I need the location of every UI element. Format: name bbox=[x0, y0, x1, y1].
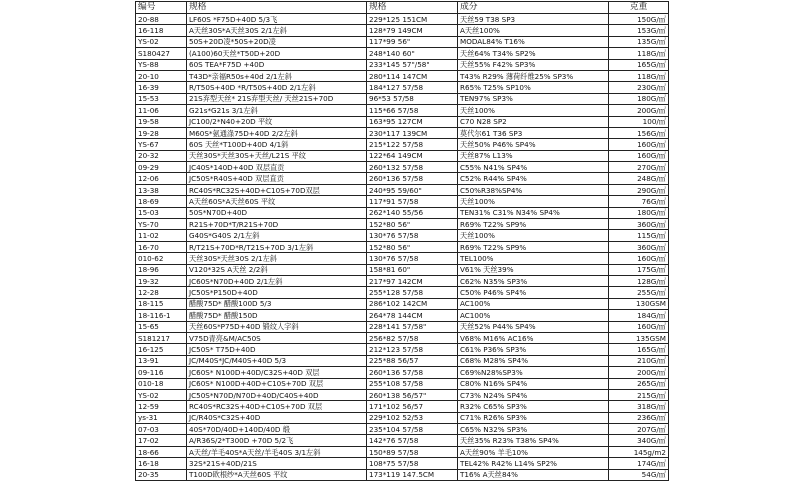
header-code: 编号 bbox=[136, 2, 187, 14]
cell-spec-size: 142*76 57/58 bbox=[367, 435, 458, 446]
table-row bbox=[136, 82, 669, 93]
cell-spec-size: 130*76 57/58 bbox=[367, 253, 458, 264]
table-row bbox=[136, 298, 669, 309]
table-row bbox=[136, 310, 669, 321]
cell-composition: R69% T22% SP9% bbox=[458, 241, 609, 252]
cell-weight: 230G/㎡ bbox=[609, 82, 669, 93]
cell-code: YS-02 bbox=[136, 389, 187, 400]
cell-weight: 200G/㎡ bbox=[609, 105, 669, 116]
cell-code: 18-115 bbox=[136, 298, 187, 309]
cell-spec-name: M60S*氨通涤75D+40D 2/2左斜 bbox=[187, 127, 367, 138]
table-row bbox=[136, 173, 669, 184]
cell-spec-size: 260*136 57/58 bbox=[367, 173, 458, 184]
cell-spec-name: JC/R40S*C32S+40D bbox=[187, 412, 367, 423]
cell-spec-size: 96*53 57/58 bbox=[367, 93, 458, 104]
cell-spec-size: 122*64 149CM bbox=[367, 150, 458, 161]
cell-spec-name: R/T50S+40D *R/T50S+40D 2/1左斜 bbox=[187, 82, 367, 93]
cell-spec-name: T100D欧根纱*A天丝60S 平纹 bbox=[187, 469, 367, 480]
cell-weight: 160G/㎡ bbox=[609, 321, 669, 332]
cell-code: 19-28 bbox=[136, 127, 187, 138]
table-row bbox=[136, 14, 669, 25]
cell-code: 20-10 bbox=[136, 70, 187, 81]
cell-composition: V61% 天丝39% bbox=[458, 264, 609, 275]
cell-code: ys-31 bbox=[136, 412, 187, 423]
cell-spec-name: 60S TEA*F75D +40D bbox=[187, 59, 367, 70]
cell-weight: 54G/㎡ bbox=[609, 469, 669, 480]
cell-weight: 153G/㎡ bbox=[609, 25, 669, 36]
cell-code: 19-58 bbox=[136, 116, 187, 127]
cell-spec-size: 215*122 57/58 bbox=[367, 139, 458, 150]
cell-composition: C71% R26% SP3% bbox=[458, 412, 609, 423]
cell-spec-name: 天丝30S*天丝30S 2/1左斜 bbox=[187, 253, 367, 264]
table-row bbox=[136, 59, 669, 70]
cell-weight: 184G/㎡ bbox=[609, 310, 669, 321]
cell-spec-size: 212*123 57/58 bbox=[367, 344, 458, 355]
cell-code: 13-91 bbox=[136, 355, 187, 366]
cell-weight: 248G/㎡ bbox=[609, 173, 669, 184]
cell-composition: C62% N35% SP3% bbox=[458, 275, 609, 286]
cell-code: 09-116 bbox=[136, 367, 187, 378]
cell-weight: 100/㎡ bbox=[609, 116, 669, 127]
table-row bbox=[136, 116, 669, 127]
cell-spec-name: 21S弃型天丝* 21S弃型天丝/ 天丝21S+70D bbox=[187, 93, 367, 104]
cell-spec-size: 117*91 57/58 bbox=[367, 196, 458, 207]
cell-spec-name: A天丝30S*A天丝30S 2/1左斜 bbox=[187, 25, 367, 36]
cell-weight: 150G/㎡ bbox=[609, 14, 669, 25]
cell-spec-size: 130*76 57/58 bbox=[367, 230, 458, 241]
cell-spec-size: 115*66 57/58 bbox=[367, 105, 458, 116]
cell-weight: 210G/㎡ bbox=[609, 355, 669, 366]
cell-code: 13-38 bbox=[136, 184, 187, 195]
cell-spec-size: 108*75 57/58 bbox=[367, 458, 458, 469]
cell-spec-size: 230*117 139CM bbox=[367, 127, 458, 138]
table-row bbox=[136, 241, 669, 252]
table-row bbox=[136, 36, 669, 47]
cell-spec-size: 286*102 142CM bbox=[367, 298, 458, 309]
cell-spec-name: R21S+70D*T/R21S+70D bbox=[187, 219, 367, 230]
table-row bbox=[136, 287, 669, 298]
cell-spec-size: 158*81 60" bbox=[367, 264, 458, 275]
cell-code: 16-39 bbox=[136, 82, 187, 93]
cell-code: 16-70 bbox=[136, 241, 187, 252]
cell-code: 18-96 bbox=[136, 264, 187, 275]
cell-weight: 160G/㎡ bbox=[609, 253, 669, 264]
cell-spec-size: 152*80 56" bbox=[367, 241, 458, 252]
cell-spec-name: JC/M40S*JC/M40S+40D 5/3 bbox=[187, 355, 367, 366]
table-row bbox=[136, 25, 669, 36]
cell-code: 16-18 bbox=[136, 458, 187, 469]
fabric-spec-table bbox=[135, 1, 669, 481]
cell-composition: C69%N28%SP3% bbox=[458, 367, 609, 378]
cell-spec-size: 173*119 147.5CM bbox=[367, 469, 458, 480]
table-row bbox=[136, 401, 669, 412]
cell-composition: V68% M16% AC16% bbox=[458, 332, 609, 343]
cell-spec-size: 260*136 57/58 bbox=[367, 367, 458, 378]
cell-spec-size: 248*140 60" bbox=[367, 48, 458, 59]
table-row bbox=[136, 70, 669, 81]
cell-spec-size: 228*141 57/58" bbox=[367, 321, 458, 332]
cell-spec-name: JC100/2*N40+20D 平纹 bbox=[187, 116, 367, 127]
cell-spec-size: 225*88 56/57 bbox=[367, 355, 458, 366]
cell-code: 18-116-1 bbox=[136, 310, 187, 321]
cell-weight: 135GSM bbox=[609, 332, 669, 343]
cell-composition: 天丝100% bbox=[458, 105, 609, 116]
cell-code: 18-69 bbox=[136, 196, 187, 207]
cell-weight: 255G/㎡ bbox=[609, 287, 669, 298]
cell-code: YS-70 bbox=[136, 219, 187, 230]
cell-composition: 天丝87% L13% bbox=[458, 150, 609, 161]
cell-composition: AC100% bbox=[458, 298, 609, 309]
table-row bbox=[136, 127, 669, 138]
cell-spec-name: T43D*亲福R50s+40d 2/1左斜 bbox=[187, 70, 367, 81]
cell-spec-name: A天丝60S*A天丝60S 平纹 bbox=[187, 196, 367, 207]
cell-spec-name: V75D青亮&M/AC50S bbox=[187, 332, 367, 343]
cell-composition: TEN31% C31% N34% SP4% bbox=[458, 207, 609, 218]
cell-code: S180427 bbox=[136, 48, 187, 59]
cell-spec-name: 天丝60S*P75D+40D 锻纹人字斜 bbox=[187, 321, 367, 332]
cell-composition: C50% P46% SP4% bbox=[458, 287, 609, 298]
cell-spec-name: RC40S*RC32S+40D+C10S+70D 双层 bbox=[187, 401, 367, 412]
cell-code: 15-03 bbox=[136, 207, 187, 218]
cell-spec-name: 32S*21S+40D/21S bbox=[187, 458, 367, 469]
cell-composition: 天丝59 T38 SP3 bbox=[458, 14, 609, 25]
table-row bbox=[136, 139, 669, 150]
table-row bbox=[136, 355, 669, 366]
cell-composition: 天丝64% T34% SP2% bbox=[458, 48, 609, 59]
cell-weight: 118G/㎡ bbox=[609, 70, 669, 81]
table-row bbox=[136, 150, 669, 161]
cell-code: 17-02 bbox=[136, 435, 187, 446]
cell-weight: 145g/m2 bbox=[609, 446, 669, 457]
cell-weight: 265G/㎡ bbox=[609, 378, 669, 389]
cell-weight: 207G/㎡ bbox=[609, 424, 669, 435]
cell-spec-size: 150*89 57/58 bbox=[367, 446, 458, 457]
cell-spec-size: 264*78 144CM bbox=[367, 310, 458, 321]
cell-weight: 360G/㎡ bbox=[609, 219, 669, 230]
cell-weight: 135G/㎡ bbox=[609, 36, 669, 47]
cell-code: 16-125 bbox=[136, 344, 187, 355]
cell-code: 12-28 bbox=[136, 287, 187, 298]
cell-weight: 175G/㎡ bbox=[609, 264, 669, 275]
cell-weight: 360G/㎡ bbox=[609, 241, 669, 252]
cell-spec-name: LF60S *F75D+40D 5/3飞 bbox=[187, 14, 367, 25]
cell-weight: 270G/㎡ bbox=[609, 162, 669, 173]
cell-code: 11-06 bbox=[136, 105, 187, 116]
table-row bbox=[136, 196, 669, 207]
cell-code: 20-32 bbox=[136, 150, 187, 161]
cell-code: 15-65 bbox=[136, 321, 187, 332]
cell-spec-size: 260*132 57/58 bbox=[367, 162, 458, 173]
table-row bbox=[136, 207, 669, 218]
cell-spec-name: V120*32S A天丝 2/2斜 bbox=[187, 264, 367, 275]
cell-code: S181217 bbox=[136, 332, 187, 343]
cell-spec-name: R/T21S+70D*R/T21S+70D 3/1左斜 bbox=[187, 241, 367, 252]
cell-composition: C80% N16% SP4% bbox=[458, 378, 609, 389]
cell-spec-size: 229*102 52/53 bbox=[367, 412, 458, 423]
cell-composition: C61% P36% SP3% bbox=[458, 344, 609, 355]
cell-spec-name: G21s*G21s 3/1左斜 bbox=[187, 105, 367, 116]
cell-code: 16-118 bbox=[136, 25, 187, 36]
cell-composition: A天丝90% 羊毛10% bbox=[458, 446, 609, 457]
cell-spec-name: A天丝/羊毛40S*A天丝/羊毛40S 3/1左斜 bbox=[187, 446, 367, 457]
cell-spec-size: 184*127 57/58 bbox=[367, 82, 458, 93]
cell-spec-name: JC50S*N70D/N70D+40D/C40S+40D bbox=[187, 389, 367, 400]
cell-weight: 290G/㎡ bbox=[609, 184, 669, 195]
table-row bbox=[136, 412, 669, 423]
cell-code: 20-35 bbox=[136, 469, 187, 480]
cell-spec-name: RC40S*RC32S+40D+C10S+70D双层 bbox=[187, 184, 367, 195]
cell-spec-name: G40S*G40S 2/1左斜 bbox=[187, 230, 367, 241]
table-row bbox=[136, 321, 669, 332]
cell-spec-name: JC50S*P150D+40D bbox=[187, 287, 367, 298]
cell-code: 09-29 bbox=[136, 162, 187, 173]
cell-code: 07-03 bbox=[136, 424, 187, 435]
cell-spec-name: 醋酸75D* 醋酸100D 5/3 bbox=[187, 298, 367, 309]
cell-weight: 160G/㎡ bbox=[609, 139, 669, 150]
cell-spec-name: 50S*N70D+40D bbox=[187, 207, 367, 218]
cell-spec-name: 40S*70D/40D+140D/40D 缎 bbox=[187, 424, 367, 435]
cell-code: 20-88 bbox=[136, 14, 187, 25]
cell-code: 010-18 bbox=[136, 378, 187, 389]
cell-weight: 165G/㎡ bbox=[609, 59, 669, 70]
cell-weight: 156G/㎡ bbox=[609, 127, 669, 138]
table-row bbox=[136, 389, 669, 400]
cell-composition: T16% A天丝84% bbox=[458, 469, 609, 480]
cell-composition: 天丝100% bbox=[458, 196, 609, 207]
table-row bbox=[136, 378, 669, 389]
cell-spec-size: 262*140 55/56 bbox=[367, 207, 458, 218]
cell-spec-name: (A100)60天丝*T50D+20D bbox=[187, 48, 367, 59]
cell-weight: 174G/㎡ bbox=[609, 458, 669, 469]
cell-code: 19-32 bbox=[136, 275, 187, 286]
cell-spec-name: A/R36S/2*T300D +70D 5/2飞 bbox=[187, 435, 367, 446]
cell-weight: 180G/㎡ bbox=[609, 93, 669, 104]
cell-composition: 天丝50% P46% SP4% bbox=[458, 139, 609, 150]
cell-spec-name: 天丝30S*天丝30S+天丝/L21S 平纹 bbox=[187, 150, 367, 161]
cell-composition: C55% N41% SP4% bbox=[458, 162, 609, 173]
table-row bbox=[136, 367, 669, 378]
cell-composition: AC100% bbox=[458, 310, 609, 321]
table-row bbox=[136, 184, 669, 195]
cell-weight: 128G/㎡ bbox=[609, 275, 669, 286]
cell-composition: 天丝52% P44% SP4% bbox=[458, 321, 609, 332]
cell-composition: C70 N28 SP2 bbox=[458, 116, 609, 127]
cell-spec-size: 152*80 56" bbox=[367, 219, 458, 230]
table-row bbox=[136, 48, 669, 59]
cell-weight: 115G/㎡ bbox=[609, 230, 669, 241]
cell-weight: 318G/㎡ bbox=[609, 401, 669, 412]
cell-spec-name: JC60S* N100D+40D+C10S+70D 双层 bbox=[187, 378, 367, 389]
cell-spec-name: JC40S*140D+40D 双层直贡 bbox=[187, 162, 367, 173]
cell-composition: 天丝100% bbox=[458, 230, 609, 241]
cell-spec-size: 255*128 57/58 bbox=[367, 287, 458, 298]
table-row bbox=[136, 264, 669, 275]
cell-spec-size: 240*95 59/60" bbox=[367, 184, 458, 195]
cell-composition: 天丝35% R23% T38% SP4% bbox=[458, 435, 609, 446]
cell-weight: 160G/㎡ bbox=[609, 150, 669, 161]
cell-spec-size: 255*108 57/58 bbox=[367, 378, 458, 389]
cell-composition: C68% M28% SP4% bbox=[458, 355, 609, 366]
table-row bbox=[136, 424, 669, 435]
cell-weight: 118G/㎡ bbox=[609, 48, 669, 59]
cell-composition: T43% R29% 薄荷纤维25% SP3% bbox=[458, 70, 609, 81]
cell-code: 15-53 bbox=[136, 93, 187, 104]
cell-spec-size: 117*99 56" bbox=[367, 36, 458, 47]
header-spec-name: 规格 bbox=[187, 2, 367, 14]
cell-code: YS-02 bbox=[136, 36, 187, 47]
table-row bbox=[136, 435, 669, 446]
header-spec-size: 规格 bbox=[367, 2, 458, 14]
cell-composition: TEL42% R42% L14% SP2% bbox=[458, 458, 609, 469]
table-row bbox=[136, 446, 669, 457]
table-row bbox=[136, 344, 669, 355]
cell-code: 11-02 bbox=[136, 230, 187, 241]
cell-spec-name: JC60S*N70D+40D 2/1左斜 bbox=[187, 275, 367, 286]
cell-composition: C52% R44% SP4% bbox=[458, 173, 609, 184]
cell-composition: C73% N24% SP4% bbox=[458, 389, 609, 400]
cell-code: YS-88 bbox=[136, 59, 187, 70]
cell-code: 12-06 bbox=[136, 173, 187, 184]
table-row bbox=[136, 458, 669, 469]
cell-spec-name: 50S+20D凌*50S+20D凌 bbox=[187, 36, 367, 47]
table-row bbox=[136, 332, 669, 343]
cell-composition: MODAL84% T16% bbox=[458, 36, 609, 47]
cell-weight: 76G/㎡ bbox=[609, 196, 669, 207]
table-row bbox=[136, 275, 669, 286]
cell-composition: TEL100% bbox=[458, 253, 609, 264]
cell-weight: 236G/㎡ bbox=[609, 412, 669, 423]
cell-composition: R32% C65% SP3% bbox=[458, 401, 609, 412]
table-row bbox=[136, 469, 669, 480]
table-row bbox=[136, 230, 669, 241]
table-row bbox=[136, 93, 669, 104]
table-row bbox=[136, 105, 669, 116]
cell-spec-size: 233*145 57"/58" bbox=[367, 59, 458, 70]
cell-spec-name: JC50S*R40S+40D 双层直贡 bbox=[187, 173, 367, 184]
table-row bbox=[136, 162, 669, 173]
cell-weight: 200G/㎡ bbox=[609, 367, 669, 378]
cell-composition: 莫代尔61 T36 SP3 bbox=[458, 127, 609, 138]
cell-composition: TEN97% SP3% bbox=[458, 93, 609, 104]
cell-spec-size: 128*79 149CM bbox=[367, 25, 458, 36]
cell-spec-name: JC50S* T75D+40D bbox=[187, 344, 367, 355]
cell-spec-name: JC60S* N100D+40D/C32S+40D 双层 bbox=[187, 367, 367, 378]
cell-spec-size: 163*95 127CM bbox=[367, 116, 458, 127]
cell-spec-size: 235*104 57/58 bbox=[367, 424, 458, 435]
cell-spec-size: 256*82 57/58 bbox=[367, 332, 458, 343]
cell-spec-size: 260*138 56/57" bbox=[367, 389, 458, 400]
cell-weight: 130GSM bbox=[609, 298, 669, 309]
table-row bbox=[136, 253, 669, 264]
cell-composition: C50%R38%SP4% bbox=[458, 184, 609, 195]
cell-spec-size: 229*125 151CM bbox=[367, 14, 458, 25]
cell-spec-name: 60S 天丝*T100D+40D 4/1斜 bbox=[187, 139, 367, 150]
cell-composition: R65% T25% SP10% bbox=[458, 82, 609, 93]
cell-weight: 215G/㎡ bbox=[609, 389, 669, 400]
cell-code: 010-62 bbox=[136, 253, 187, 264]
cell-composition: 天丝55% F42% SP3% bbox=[458, 59, 609, 70]
cell-weight: 180G/㎡ bbox=[609, 207, 669, 218]
header-composition: 成分 bbox=[458, 2, 609, 14]
cell-composition: C65% N32% SP3% bbox=[458, 424, 609, 435]
cell-weight: 340G/㎡ bbox=[609, 435, 669, 446]
cell-code: 18-66 bbox=[136, 446, 187, 457]
cell-code: 12-59 bbox=[136, 401, 187, 412]
cell-composition: A天丝100% bbox=[458, 25, 609, 36]
header-weight: 克重 bbox=[609, 2, 669, 14]
cell-composition: R69% T22% SP9% bbox=[458, 219, 609, 230]
cell-spec-size: 171*102 56/57 bbox=[367, 401, 458, 412]
cell-code: YS-67 bbox=[136, 139, 187, 150]
cell-spec-name: 醋酸75D* 醋酸150D bbox=[187, 310, 367, 321]
header-row bbox=[136, 2, 669, 14]
cell-spec-size: 217*97 142CM bbox=[367, 275, 458, 286]
cell-spec-size: 280*114 147CM bbox=[367, 70, 458, 81]
cell-weight: 165G/㎡ bbox=[609, 344, 669, 355]
table-row bbox=[136, 219, 669, 230]
